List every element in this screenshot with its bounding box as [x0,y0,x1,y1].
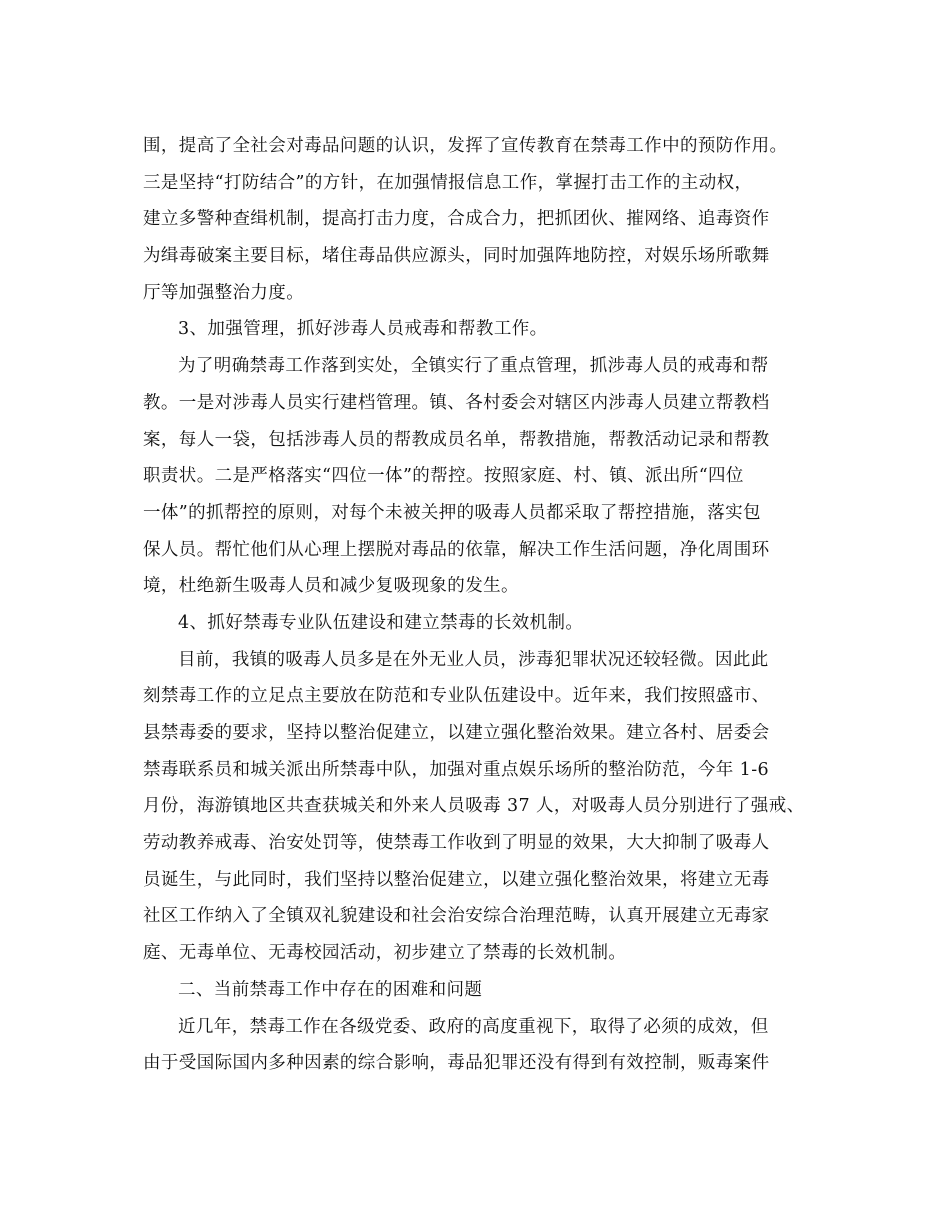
text-line: 厅等加强整治力度。 [143,282,305,303]
text-line: 劳动教养戒毒、治安处罚等，使禁毒工作收到了明显的效果，大大抑制了吸毒人 [143,833,770,854]
text-line: 围，提高了全社会对毒品问题的认识，发挥了宣传教育在禁毒工作中的预防作用。 [143,136,788,156]
text-line: 职责状。二是严格落实“四位一体”的帮控。按照家庭、村、镇、派出所“四位 [143,466,744,487]
text-line: 三是坚持“打防结合”的方针，在加强情报信息工作，掌握打击工作的主动权， [143,172,753,193]
text-line: 保人员。帮忙他们从心理上摆脱对毒品的依靠，解决工作生活问题，净化周围环 [143,539,770,560]
text-line: 建立多警种查缉机制，提高打击力度，合成合力，把抓团伙、摧网络、追毒资作 [143,209,770,230]
section-heading: 二、当前禁毒工作中存在的困难和问题 [178,979,483,1000]
text-line: 县禁毒委的要求，坚持以整治促建立，以建立强化整治效果。建立各村、居委会 [143,723,770,743]
text-line: 一体”的抓帮控的原则，对每个未被关押的吸毒人员都采取了帮控措施，落实包 [143,502,761,523]
text-line: 案，每人一袋，包括涉毒人员的帮教成员名单，帮教措施，帮教活动记录和帮教 [143,429,770,450]
paragraph-start: 为了明确禁毒工作落到实处，全镇实行了重点管理，抓涉毒人员的戒毒和帮 [178,356,769,377]
section-heading: 3、加强管理，抓好涉毒人员戒毒和帮教工作。 [178,319,548,340]
text-line: 月份，海游镇地区共查获城关和外来人员吸毒 37 人，对吸毒人员分别进行了强戒、 [143,796,805,817]
text-line: 刻禁毒工作的立足点主要放在防范和专业队伍建设中。近年来，我们按照盛市、 [143,686,770,707]
text-line: 庭、无毒单位、无毒校园活动，初步建立了禁毒的长效机制。 [143,943,627,964]
paragraph-start: 近几年，禁毒工作在各级党委、政府的高度重视下，取得了必须的成效，但 [178,1016,769,1037]
text-line: 员诞生，与此同时，我们坚持以整治促建立，以建立强化整治效果，将建立无毒 [143,869,770,890]
text-line: 由于受国际国内多种因素的综合影响，毒品犯罪还没有得到有效控制，贩毒案件 [143,1053,770,1074]
paragraph-start: 目前，我镇的吸毒人员多是在外无业人员，涉毒犯罪状况还较轻微。因此此 [178,649,769,670]
text-line: 境，杜绝新生吸毒人员和减少复吸现象的发生。 [143,576,519,597]
document-body [143,128,823,1082]
text-line: 社区工作纳入了全镇双礼貌建设和社会治安综合治理范畴，认真开展建立无毒家 [143,906,770,927]
text-line: 教。一是对涉毒人员实行建档管理。镇、各村委会对辖区内涉毒人员建立帮教档 [143,392,770,413]
text-line: 禁毒联系员和城关派出所禁毒中队，加强对重点娱乐场所的整治防范，今年 1-6 [143,759,770,780]
section-heading: 4、抓好禁毒专业队伍建设和建立禁毒的长效机制。 [178,612,584,633]
text-line: 为缉毒破案主要目标，堵住毒品供应源头，同时加强阵地防控，对娱乐场所歌舞 [143,246,770,267]
